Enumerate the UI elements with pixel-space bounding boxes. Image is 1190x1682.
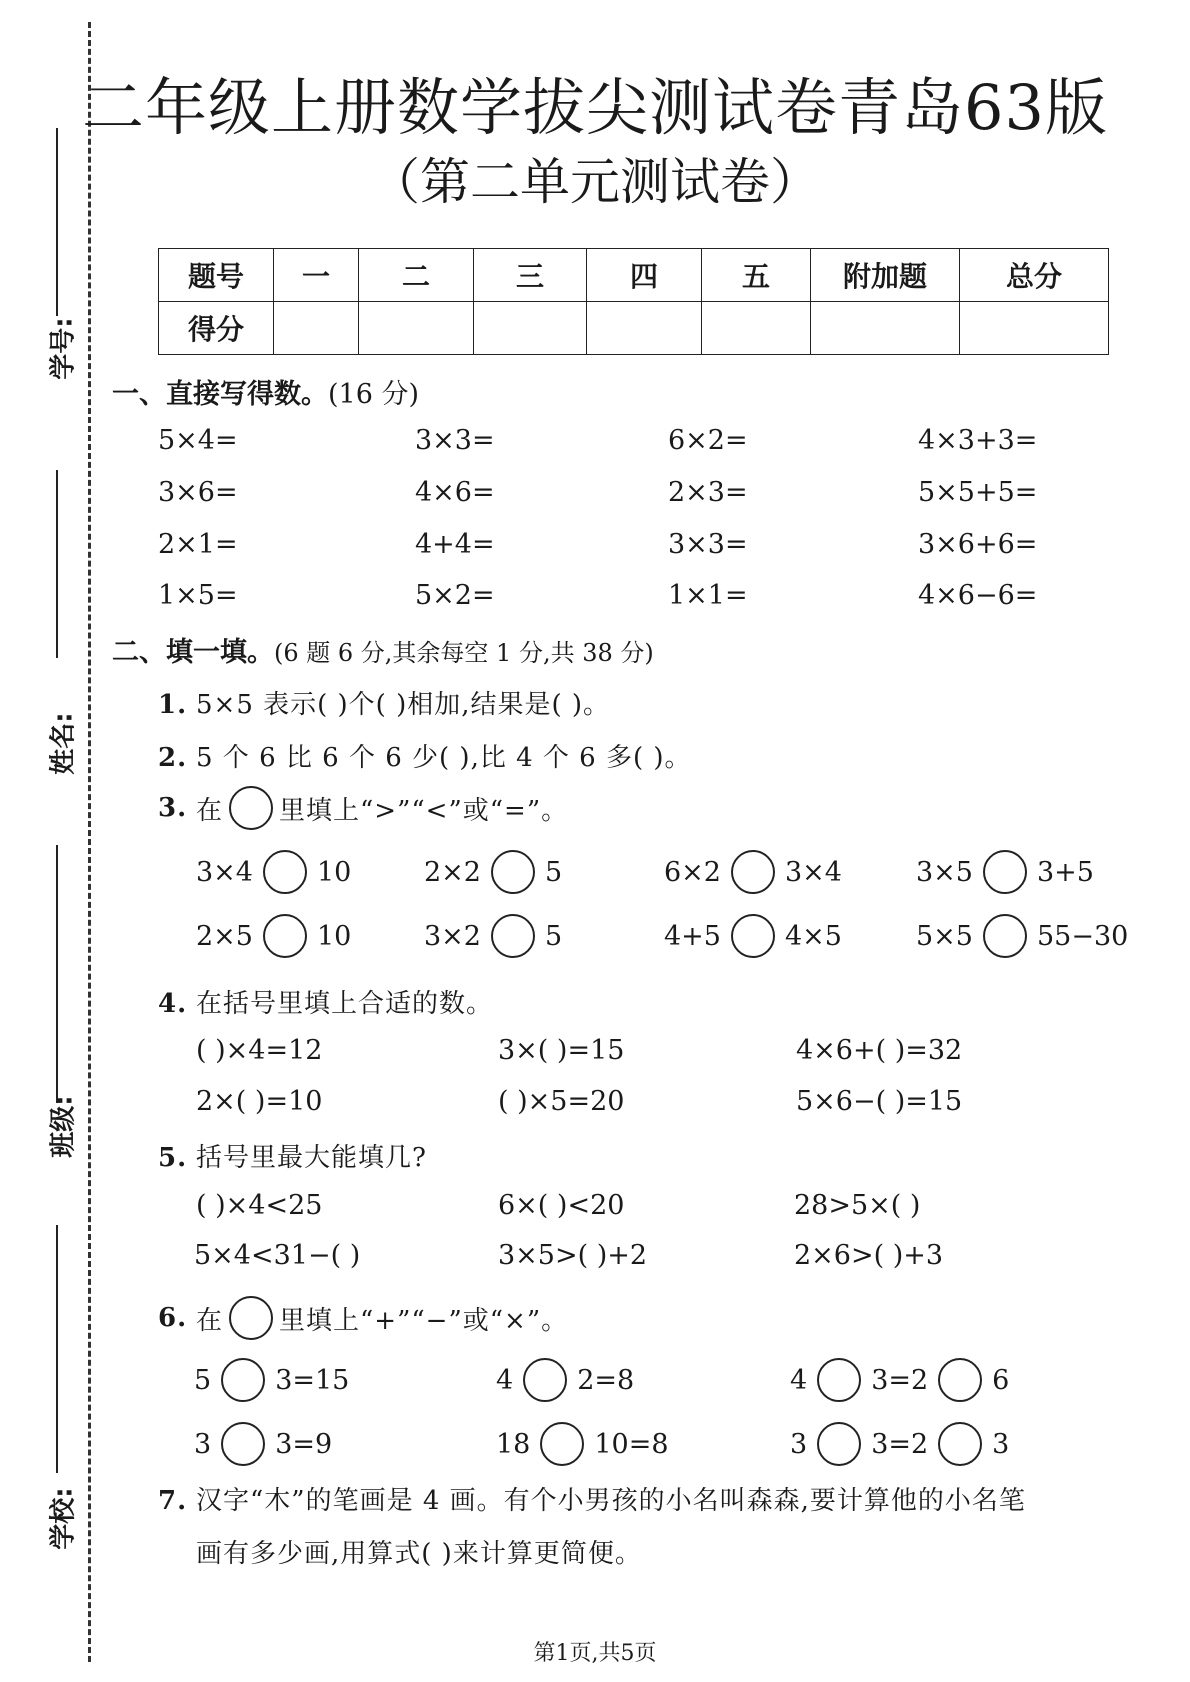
question-number: 6. — [158, 1303, 188, 1333]
compare-left: 5×5 — [916, 920, 973, 952]
compare-right: 55−30 — [1036, 920, 1129, 952]
compare-left: 3×4 — [196, 856, 253, 888]
score-table-score-row — [159, 302, 1109, 355]
question-number: 7. — [158, 1486, 188, 1516]
compare-left: 3×5 — [916, 856, 973, 888]
question-number: 2. — [158, 743, 188, 773]
section1-heading — [112, 372, 419, 411]
circle-answer-blank[interactable] — [221, 1358, 265, 1402]
circle-blank-icon — [229, 1296, 273, 1340]
compare-left: 3×2 — [424, 920, 481, 952]
question-number: 1. — [158, 690, 188, 720]
score-table-header-row — [159, 249, 1109, 302]
score-label-cell: 得分 — [159, 302, 274, 355]
calc-item: 4×6−6= — [918, 580, 1038, 611]
operand: 4 — [790, 1364, 808, 1396]
score-table-header-cell: 三 — [474, 249, 587, 302]
calc-item: 1×5= — [158, 580, 238, 611]
calc-item: 5×4= — [158, 425, 238, 456]
operand: 6 — [992, 1364, 1010, 1396]
fill-item: 28>5×( ) — [794, 1190, 921, 1221]
operand: 3=2 — [871, 1364, 929, 1396]
compare-item — [916, 914, 1128, 958]
score-input-cell[interactable] — [587, 302, 702, 355]
operand: 2=8 — [577, 1364, 635, 1396]
page-title: 二年级上册数学拔尖测试卷青岛63版 — [82, 71, 1108, 144]
question-2 — [158, 737, 692, 774]
section1-title: 一、直接写得数。 — [112, 379, 328, 410]
compare-item — [424, 850, 562, 894]
question-text-post: 里填上“+”“−”或“×”。 — [279, 1305, 569, 1336]
fill-item: 3×( )=15 — [498, 1035, 625, 1066]
fill-item: 5×6−( )=15 — [796, 1086, 963, 1117]
compare-left: 4+5 — [664, 920, 721, 952]
compare-right: 4×5 — [784, 920, 842, 952]
question-text: 括号里最大能填几? — [196, 1143, 427, 1173]
score-table-header-cell: 题号 — [159, 249, 274, 302]
section2-title: 二、填一填。 — [112, 637, 274, 668]
score-table-header-cell: 二 — [359, 249, 474, 302]
operand: 4 — [496, 1364, 514, 1396]
fill-item: 2×( )=10 — [196, 1086, 323, 1117]
operand: 3 — [194, 1428, 212, 1460]
circle-answer-blank[interactable] — [491, 850, 535, 894]
circle-answer-blank[interactable] — [938, 1358, 982, 1402]
compare-item — [664, 850, 842, 894]
compare-item — [664, 914, 842, 958]
fill-item: ( )×5=20 — [498, 1086, 625, 1117]
operator-item — [194, 1358, 349, 1402]
circle-answer-blank[interactable] — [731, 850, 775, 894]
question-7-line2: 画有多少画,用算式( )来计算更简便。 — [196, 1539, 642, 1569]
score-input-cell[interactable] — [274, 302, 359, 355]
question-text-pre: 在 — [196, 1305, 224, 1336]
school-underline — [56, 1225, 58, 1473]
question-5 — [158, 1137, 427, 1174]
operand: 3=2 — [871, 1428, 929, 1460]
operator-item — [790, 1422, 1009, 1466]
compare-left: 2×5 — [196, 920, 253, 952]
page-subtitle: （第二单元测试卷） — [370, 153, 820, 211]
calc-item: 1×1= — [668, 580, 748, 611]
operand: 18 — [496, 1428, 531, 1460]
score-table — [158, 248, 1109, 355]
compare-item — [196, 914, 351, 958]
circle-blank-icon — [229, 786, 273, 830]
operand: 3=9 — [275, 1428, 333, 1460]
calc-item: 4+4= — [415, 529, 495, 560]
compare-item — [196, 850, 351, 894]
calc-item: 2×1= — [158, 529, 238, 560]
question-3 — [158, 786, 568, 830]
fill-item: 3×5>( )+2 — [498, 1240, 648, 1271]
circle-answer-blank[interactable] — [817, 1358, 861, 1402]
fill-item: ( )×4<25 — [196, 1190, 323, 1221]
score-table-header-cell: 一 — [274, 249, 359, 302]
fill-item: ( )×4=12 — [196, 1035, 323, 1066]
compare-item — [916, 850, 1094, 894]
score-input-cell[interactable] — [960, 302, 1109, 355]
score-input-cell[interactable] — [474, 302, 587, 355]
name-label: 姓名: — [48, 712, 79, 775]
class-underline — [56, 845, 58, 1103]
circle-answer-blank[interactable] — [263, 850, 307, 894]
question-7 — [158, 1480, 1026, 1517]
question-text: 5 个 6 比 6 个 6 少( ),比 4 个 6 多( )。 — [196, 743, 692, 773]
circle-answer-blank[interactable] — [938, 1422, 982, 1466]
operator-item — [496, 1422, 669, 1466]
calc-item: 4×6= — [415, 477, 495, 508]
question-number: 4. — [158, 989, 188, 1019]
compare-right: 10 — [316, 856, 352, 888]
question-text-post: 里填上“>”“<”或“=”。 — [279, 795, 569, 826]
section2-heading — [112, 630, 654, 669]
score-table-header-cell: 五 — [702, 249, 811, 302]
operator-item — [790, 1358, 1009, 1402]
score-input-cell[interactable] — [359, 302, 474, 355]
question-text-line1: 汉字“木”的笔画是 4 画。有个小男孩的小名叫森森,要计算他的小名笔 — [196, 1486, 1026, 1516]
circle-answer-blank[interactable] — [983, 850, 1027, 894]
class-label: 班级: — [48, 1095, 79, 1158]
school-label: 学校: — [48, 1487, 79, 1550]
question-text-pre: 在 — [196, 795, 224, 826]
question-number: 5. — [158, 1143, 188, 1173]
section1-points: (16 分) — [328, 379, 420, 410]
compare-right: 3×4 — [784, 856, 842, 888]
student-id-label: 学号: — [48, 317, 79, 380]
question-6 — [158, 1296, 568, 1340]
fill-item: 2×6>( )+3 — [794, 1240, 944, 1271]
fill-item: 5×4<31−( ) — [194, 1240, 361, 1271]
circle-answer-blank[interactable] — [983, 914, 1027, 958]
compare-right: 3+5 — [1036, 856, 1094, 888]
circle-answer-blank[interactable] — [540, 1422, 584, 1466]
compare-left: 2×2 — [424, 856, 481, 888]
score-table-header-cell: 总分 — [960, 249, 1109, 302]
compare-right: 5 — [544, 856, 563, 888]
question-text: 5×5 表示( )个( )相加,结果是( )。 — [196, 690, 611, 720]
compare-left: 6×2 — [664, 856, 721, 888]
score-input-cell[interactable] — [811, 302, 960, 355]
calc-item: 3×3= — [668, 529, 748, 560]
binding-cut-line — [88, 22, 91, 1662]
operator-item — [496, 1358, 634, 1402]
calc-item: 3×6= — [158, 477, 238, 508]
question-1 — [158, 684, 610, 721]
calc-item: 3×6+6= — [918, 529, 1038, 560]
score-table-header-cell: 附加题 — [811, 249, 960, 302]
fill-item: 4×6+( )=32 — [796, 1035, 963, 1066]
calc-item: 6×2= — [668, 425, 748, 456]
circle-answer-blank[interactable] — [523, 1358, 567, 1402]
compare-right: 5 — [544, 920, 563, 952]
score-input-cell[interactable] — [702, 302, 811, 355]
compare-right: 10 — [316, 920, 352, 952]
question-number: 3. — [158, 793, 188, 823]
circle-answer-blank[interactable] — [263, 914, 307, 958]
question-4 — [158, 983, 493, 1020]
circle-answer-blank[interactable] — [221, 1422, 265, 1466]
calc-item: 5×5+5= — [918, 477, 1038, 508]
score-table-header-cell: 四 — [587, 249, 702, 302]
calc-item: 5×2= — [415, 580, 495, 611]
operand: 10=8 — [594, 1428, 669, 1460]
question-text: 在括号里填上合适的数。 — [196, 989, 494, 1019]
calc-item: 2×3= — [668, 477, 748, 508]
name-underline — [56, 470, 58, 658]
operand: 3=15 — [275, 1364, 350, 1396]
operand: 3 — [992, 1428, 1010, 1460]
page-number: 第1页,共5页 — [533, 1641, 657, 1666]
operand: 5 — [194, 1364, 212, 1396]
calc-item: 3×3= — [415, 425, 495, 456]
compare-item — [424, 914, 562, 958]
circle-answer-blank[interactable] — [491, 914, 535, 958]
section2-points: (6 题 6 分,其余每空 1 分,共 38 分) — [274, 639, 654, 667]
circle-answer-blank[interactable] — [731, 914, 775, 958]
operator-item — [194, 1422, 332, 1466]
fill-item: 6×( )<20 — [498, 1190, 625, 1221]
calc-item: 4×3+3= — [918, 425, 1038, 456]
operand: 3 — [790, 1428, 808, 1460]
circle-answer-blank[interactable] — [817, 1422, 861, 1466]
